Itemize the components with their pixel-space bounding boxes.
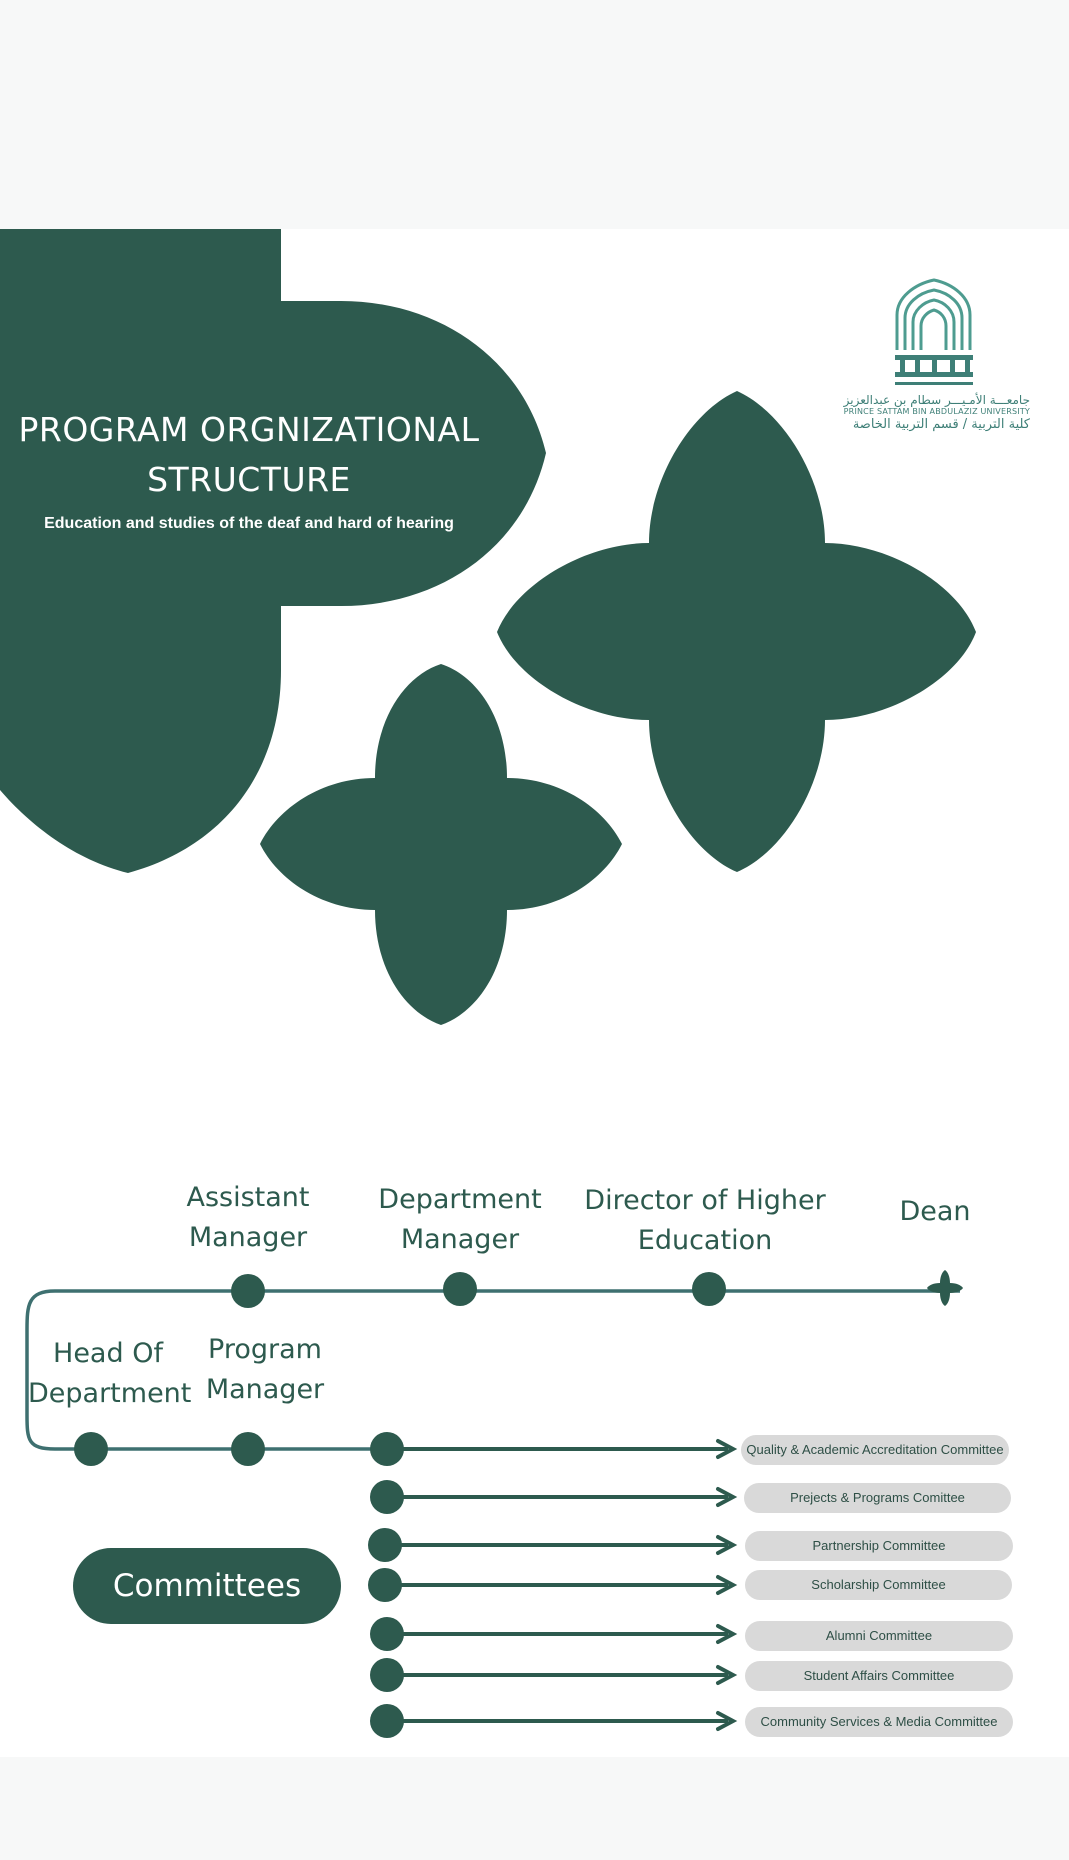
role-department-manager-line2: Manager (400, 1224, 520, 1255)
committee-projects: Prejects & Programs Comittee (744, 1483, 1011, 1513)
university-logo (830, 276, 1030, 433)
head-of-department-node (74, 1432, 108, 1466)
committee-student-affairs: Student Affairs Committee (745, 1661, 1013, 1691)
role-department-manager-line1: Department (378, 1184, 542, 1215)
role-dean-label: Dean (899, 1196, 971, 1227)
committee-quality: Quality & Academic Accreditation Committee (741, 1435, 1009, 1465)
page-title-line1: PROGRAM ORGNIZATIONAL (18, 410, 480, 449)
role-head-of-department (28, 1334, 192, 1414)
committee-node (368, 1568, 402, 1602)
committee-scholarship: Scholarship Committee (745, 1570, 1012, 1600)
role-assistant-manager-line1: Assistant (186, 1182, 310, 1213)
role-department-manager (370, 1180, 550, 1260)
role-director (580, 1181, 830, 1261)
committee-alumni: Alumni Committee (745, 1621, 1013, 1651)
role-assistant-manager-line2: Manager (188, 1222, 308, 1253)
director-node (692, 1272, 726, 1306)
committee-node (370, 1658, 404, 1692)
assistant-manager-node (231, 1274, 265, 1308)
committee-partnership: Partnership Committee (745, 1531, 1013, 1561)
role-head-of-department-line1: Head Of (53, 1338, 163, 1369)
logo-arabic-college-name: كلية التربية / قسم التربية الخاصة (852, 417, 1030, 432)
committee-community-services: Community Services & Media Committee (745, 1707, 1013, 1737)
role-director-line1: Director of Higher (584, 1185, 826, 1216)
logo-english-university-name: PRINCE SATTAM BIN ABDULAZIZ UNIVERSITY (843, 407, 1030, 416)
page-subtitle: Education and studies of the deaf and hard of hearing (44, 515, 454, 532)
small-flower-shape (260, 664, 622, 1025)
department-manager-node (443, 1272, 477, 1306)
committees-label: Committees (73, 1548, 341, 1624)
role-assistant-manager (168, 1178, 328, 1258)
role-head-of-department-line2: Department (28, 1378, 192, 1409)
dean-node-flower (927, 1270, 963, 1306)
page-title-line2: STRUCTURE (147, 460, 351, 499)
committee-node (370, 1704, 404, 1738)
committee-arrows (368, 1432, 733, 1738)
role-program-manager-line1: Program (208, 1334, 322, 1365)
role-dean (870, 1192, 1000, 1232)
committee-node (368, 1528, 402, 1562)
committee-node (370, 1432, 404, 1466)
role-director-line2: Education (637, 1225, 773, 1256)
role-program-manager-line2: Manager (205, 1374, 325, 1405)
committee-node (370, 1480, 404, 1514)
title-block (0, 405, 498, 533)
logo-arabic-university-name: جامعـــة الأمـيـــر سطام بن عبدالعزيز (843, 393, 1030, 407)
committee-node (370, 1617, 404, 1651)
program-manager-node (231, 1432, 265, 1466)
role-program-manager (190, 1330, 340, 1410)
